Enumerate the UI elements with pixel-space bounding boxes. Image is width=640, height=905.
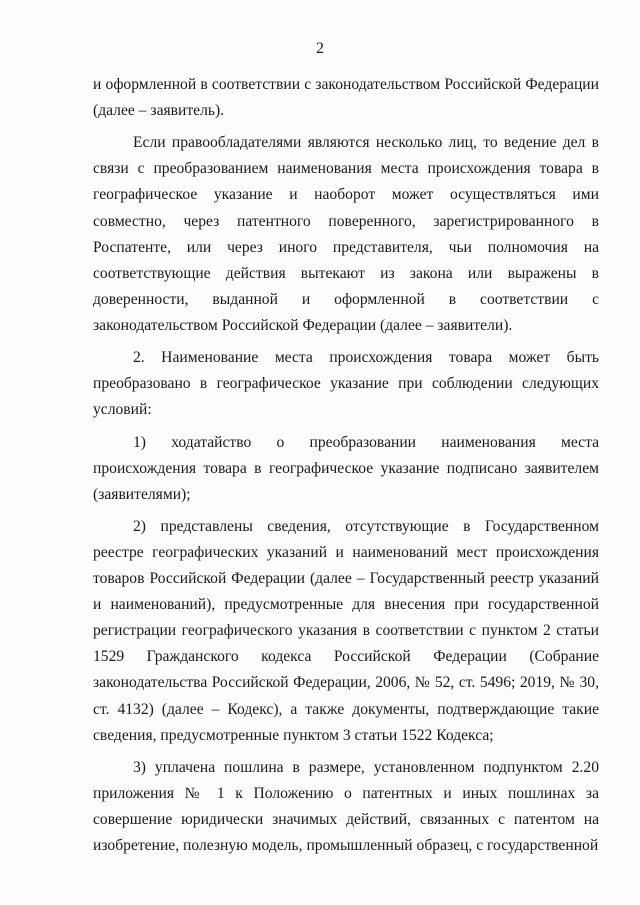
paragraph-condition-3: 3) уплачена пошлина в размере, установленном подпунктом 2.20 приложения № 1 к Положению о патентных и иных пошлинах за совершение юридически значимых действий, связанных с патентом на изобретение, полезную модель, промышленный образец, с государственной xyxy=(93,758,599,855)
page-number: 2 xyxy=(316,40,324,57)
paragraph-item-2: 2. Наименование места происхождения товара может быть преобразовано в географическое указание при соблюдении следующих условий: xyxy=(93,349,599,419)
document-body xyxy=(93,72,599,859)
paragraph-condition-2: 2) представлены сведения, отсутствующие в Государственном реестре географических указаний и наименований мест происхождения товаров Российской Федерации (далее – Государственный реестр указаний и наименований), предусмотренные для внесения при государственной регистрации географического указания в соответствии с пунктом 2 статьи 1529 Гражданского кодекса Российской Федерации (Собрание законодательства Российской Федерации, 2006, № 52, ст. 5496; 2019, № 30, ст. 4132) (далее – Кодекс), а также документы, подтверждающие такие сведения, предусмотренные пунктом 3 статьи 1522 Кодекса; xyxy=(93,517,599,744)
paragraph-continuation: и оформленной в соответствии с законодательством Российской Федерации (далее – заявитель). xyxy=(93,76,599,120)
paragraph-multiple-rightholders: Если правообладателями являются несколько лиц, то ведение дел в связи с преобразованием наименования места происхождения товара в географическое указание и наоборот может осуществляться ими совместно, через патентного поверенного, зарегистрированного в Роспатенте, или через иного представителя, чьи полномочия на соответствующие действия вытекают из закона или выражены в доверенности, выданной и оформленной в соответствии с законодательством Российской Федерации (далее – заявители). xyxy=(93,134,599,334)
paragraph-condition-1: 1) ходатайство о преобразовании наименования места происхождения товара в географическое указание подписано заявителем (заявителями); xyxy=(93,433,599,503)
